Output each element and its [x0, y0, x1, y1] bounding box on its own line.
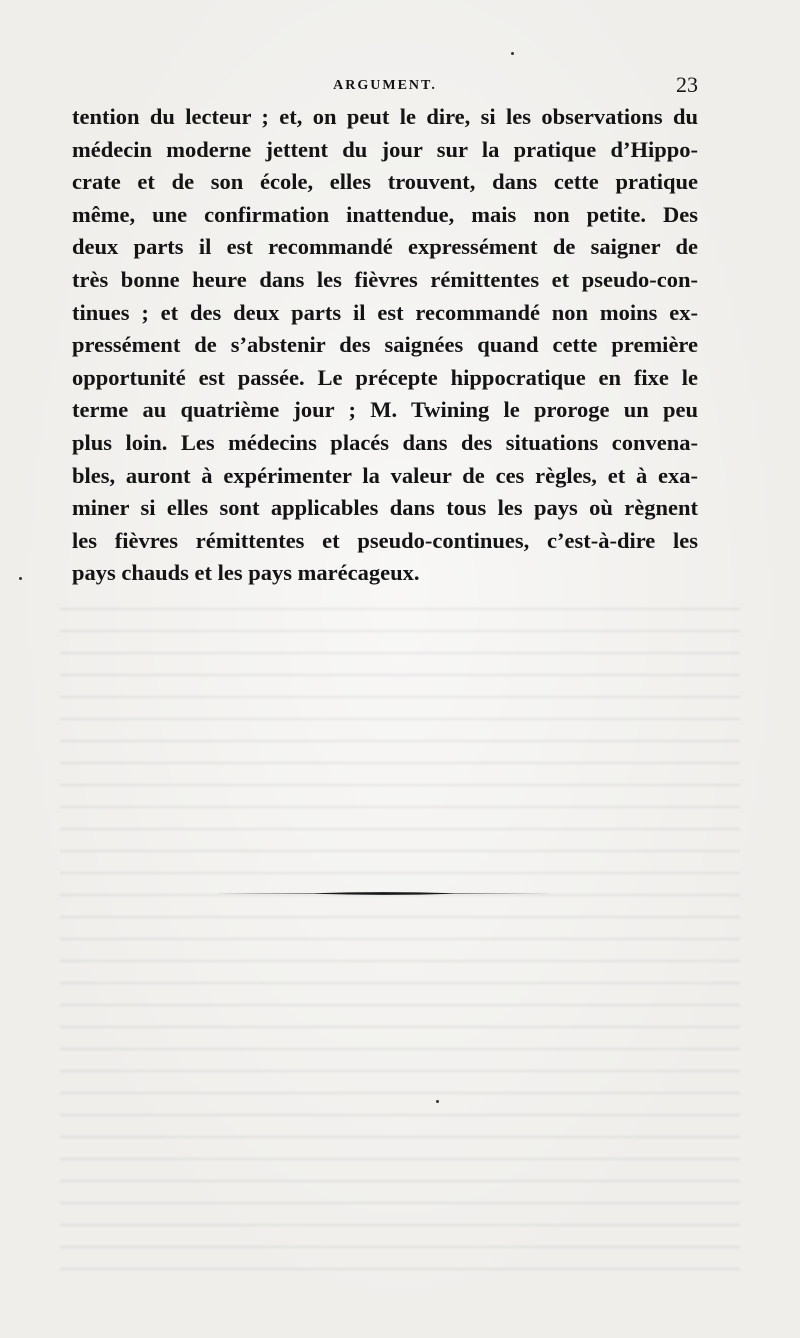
running-title: ARGUMENT.: [333, 78, 437, 93]
ink-speck: [436, 1100, 439, 1103]
text-line: opportunité est passée. Le précepte hippocratique en fixe le: [72, 364, 698, 390]
show-through-text: [60, 590, 740, 1270]
text-line: bles, auront à expérimenter la valeur de ces règles, et à exa-: [72, 462, 698, 488]
running-head: [72, 72, 698, 102]
section-divider-rule: [214, 891, 554, 896]
text-line: même, une confirmation inattendue, mais non petite. Des: [72, 201, 698, 227]
text-line: terme au quatrième jour ; M. Twining le proroge un peu: [72, 397, 698, 423]
text-line: les fièvres rémittentes et pseudo-continues, c’est-à-dire les: [72, 527, 698, 553]
text-line: crate et de son école, elles trouvent, dans cette pratique: [72, 169, 698, 195]
text-line: tinues ; et des deux parts il est recommandé non moins ex-: [72, 299, 698, 325]
ink-speck: [511, 52, 514, 55]
body-paragraph: [72, 101, 698, 590]
text-line: tention du lecteur ; et, on peut le dire, si les observations du: [72, 104, 698, 129]
text-line: pressément de s’abstenir des saignées quand cette première: [72, 332, 698, 358]
ink-speck: [19, 577, 22, 580]
text-line: médecin moderne jettent du jour sur la pratique d’Hippo-: [72, 136, 698, 162]
text-line: miner si elles sont applicables dans tous les pays où règnent: [72, 495, 698, 521]
text-line: plus loin. Les médecins placés dans des situations convena-: [72, 429, 698, 455]
text-line: pays chauds et les pays marécageux.: [72, 560, 420, 586]
text-line: très bonne heure dans les fièvres rémittentes et pseudo-con-: [72, 266, 698, 292]
page-number: 23: [676, 72, 698, 97]
text-line: deux parts il est recommandé expressément de saigner de: [72, 234, 698, 260]
